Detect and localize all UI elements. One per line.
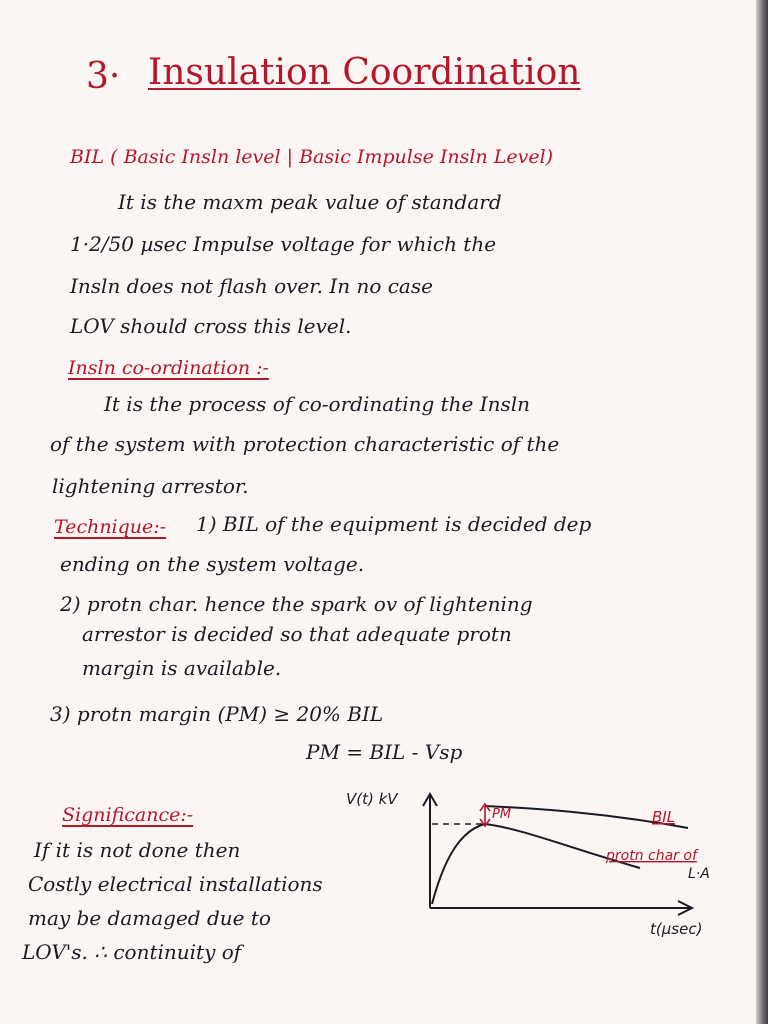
page-title: Insulation Coordination (148, 52, 581, 93)
technique-line-6: 3) protn margin (PM) ≥ 20% BIL (50, 702, 384, 726)
protection-curve (432, 824, 640, 904)
technique-label: Technique:- (54, 516, 167, 538)
technique-line-2: ending on the system voltage. (60, 552, 365, 576)
bil-line-2: 1·2/50 µsec Impulse voltage for which the (70, 232, 497, 256)
bil-line-3: Insln does not flash over. In no case (70, 274, 433, 298)
technique-line-5: margin is available. (82, 656, 282, 680)
char-label-1: protn char of (606, 848, 697, 864)
page-edge (756, 0, 768, 1024)
coordination-line-2: of the system with protection characteristic of the (50, 432, 560, 456)
technique-line-4: arrestor is decided so that adequate protn (82, 622, 512, 646)
pm-label: PM (492, 807, 512, 822)
significance-line-3: may be damaged due to (28, 906, 271, 930)
coordination-line-3: lightening arrestor. (52, 474, 249, 498)
bil-line-4: LOV should cross this level. (70, 314, 352, 338)
coordination-heading: Insln co-ordination :- (68, 357, 269, 379)
pm-formula: PM = BIL - Vsp (306, 740, 463, 764)
technique-line-3: 2) protn char. hence the spark ov of lightening (60, 592, 533, 616)
y-axis-label: V(t) kV (346, 790, 398, 808)
x-axis-label: t(µsec) (650, 920, 703, 938)
title-number: 3· (86, 56, 121, 97)
x-axis (430, 901, 692, 915)
coordination-line-1: It is the process of co-ordinating the Insln (104, 392, 531, 416)
char-label-2: L·A (688, 866, 710, 882)
significance-heading: Significance:- (62, 804, 194, 826)
bil-label: BIL (652, 808, 676, 826)
significance-line-4: LOV's. ∴ continuity of (22, 940, 242, 964)
significance-line-2: Costly electrical installations (28, 872, 323, 896)
bil-heading: BIL ( Basic Insln level | Basic Impulse Insln Level) (70, 146, 554, 168)
technique-line-1: 1) BIL of the equipment is decided dep (196, 512, 592, 536)
bil-line-1: It is the maxm peak value of standard (118, 190, 502, 214)
significance-line-1: If it is not done then (34, 838, 241, 862)
pm-arrow (480, 804, 490, 826)
